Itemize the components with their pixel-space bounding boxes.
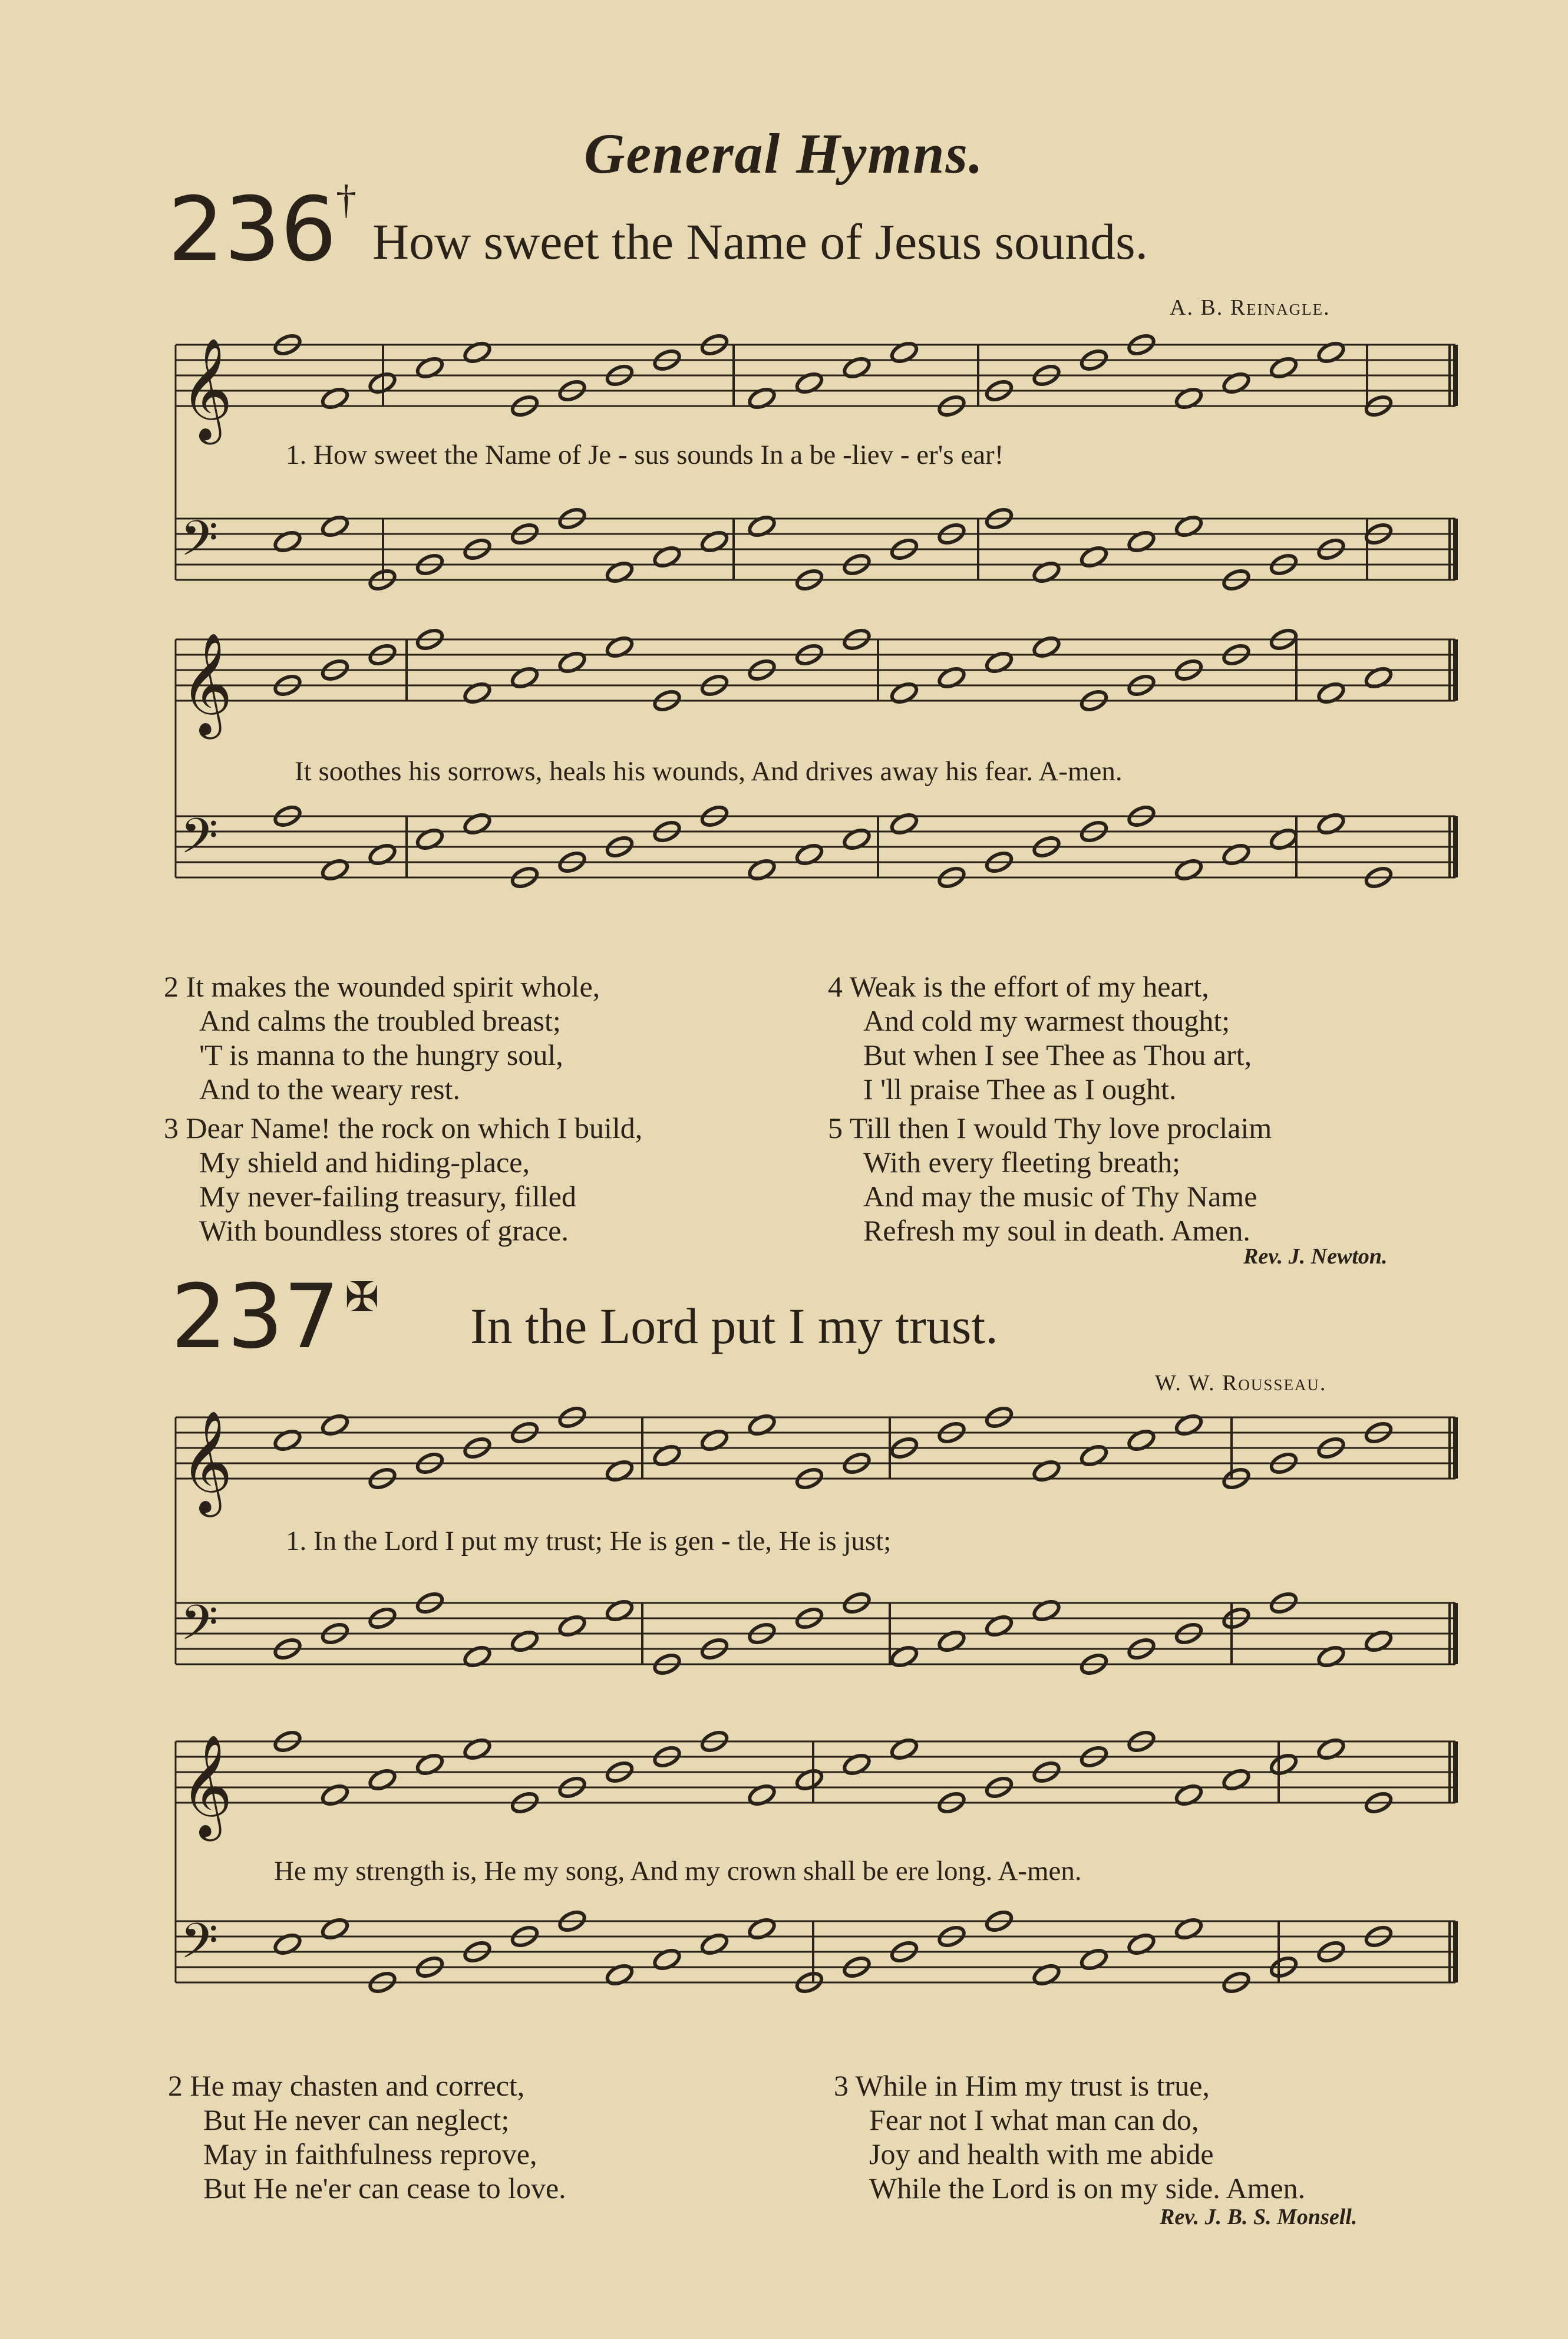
verse-line: Refresh my soul in death. Amen. <box>863 1214 1250 1247</box>
hymn-237-composer: W. W. Rousseau. <box>1155 1371 1327 1396</box>
notehead <box>605 560 635 585</box>
notehead <box>510 665 540 690</box>
verse-line: Joy and health with me abide <box>869 2137 1214 2170</box>
notehead <box>652 1443 682 1468</box>
notehead <box>320 857 350 882</box>
notehead <box>1079 1947 1109 1972</box>
notehead <box>794 371 824 395</box>
notehead <box>1174 857 1204 882</box>
svg-text:𝄞: 𝄞 <box>180 338 233 440</box>
notehead <box>1222 842 1252 867</box>
notehead <box>1269 827 1299 852</box>
notehead <box>937 1629 967 1654</box>
notehead <box>368 842 398 867</box>
notehead <box>320 1783 350 1807</box>
notehead <box>889 681 919 705</box>
verse-line: And to the weary rest. <box>199 1073 460 1106</box>
svg-text:𝄞: 𝄞 <box>180 1410 233 1513</box>
notehead <box>794 842 824 867</box>
notehead <box>415 1752 445 1777</box>
staff-236-treble-1 <box>176 332 1455 445</box>
notehead <box>510 1629 540 1654</box>
notehead <box>842 1752 872 1777</box>
notehead <box>794 1767 824 1792</box>
notehead <box>1364 665 1394 690</box>
hymn-237-number: 237 <box>171 1266 340 1368</box>
notehead <box>273 1932 303 1957</box>
verse-line: 4 Weak is the effort of my heart, <box>828 970 1209 1003</box>
hymn-236-lyric-line-2: It soothes his sorrows, heals his wounds, And drives away his fear. A-men. <box>295 756 1123 787</box>
staff-236-bass-2 <box>176 804 1455 890</box>
svg-text:𝄞: 𝄞 <box>180 632 233 735</box>
verse-line: I 'll praise Thee as I ought. <box>863 1073 1177 1106</box>
svg-text:𝄢: 𝄢 <box>180 807 219 876</box>
hymn-237-author: Rev. J. B. S. Monsell. <box>1160 2205 1358 2229</box>
notehead <box>1316 811 1346 836</box>
notehead <box>320 514 350 539</box>
notehead <box>842 827 872 852</box>
verse-line: But He ne'er can cease to love. <box>203 2172 566 2205</box>
staff-236-treble-2 <box>176 627 1455 740</box>
hymn-236-title: How sweet the Name of Jesus sounds. <box>372 213 1148 270</box>
notehead <box>1032 1459 1062 1483</box>
staff-237-bass-2 <box>176 1909 1455 1995</box>
verse-line: With boundless stores of grace. <box>199 1214 569 1247</box>
hymn-237-lyric-line-2: He my strength is, He my song, And my crown shall be ere long. A-men. <box>274 1856 1082 1886</box>
notehead <box>463 811 493 836</box>
notehead <box>1222 371 1252 395</box>
notehead <box>463 681 493 705</box>
notehead <box>1127 529 1157 554</box>
notehead <box>1079 1443 1109 1468</box>
notehead <box>1174 514 1204 539</box>
notehead <box>557 1614 587 1638</box>
verse-line: My shield and hiding-place, <box>199 1146 530 1179</box>
notehead <box>984 1614 1014 1638</box>
notehead <box>368 1767 398 1792</box>
verse-line: 2 He may chasten and correct, <box>168 2069 525 2102</box>
notehead <box>557 650 587 675</box>
staff-237-treble-1 <box>176 1405 1455 1517</box>
verse-line: And cold my warmest thought; <box>863 1004 1230 1037</box>
notehead <box>320 1413 350 1437</box>
hymn-237-title: In the Lord put I my trust. <box>470 1298 998 1354</box>
verse-line: Fear not I what man can do, <box>869 2103 1199 2136</box>
verse-line: But He never can neglect; <box>203 2103 510 2136</box>
notehead <box>1174 1916 1204 1941</box>
notehead <box>1269 1752 1299 1777</box>
notehead <box>1316 340 1346 365</box>
svg-text:𝄢: 𝄢 <box>180 1912 219 1981</box>
page-header: General Hymns. <box>584 122 984 185</box>
verse-line: 3 While in Him my trust is true, <box>834 2069 1210 2102</box>
notehead <box>415 355 445 380</box>
verse-line: While the Lord is on my side. Amen. <box>869 2172 1306 2205</box>
notehead <box>747 1916 777 1941</box>
verse-line: 2 It makes the wounded spirit whole, <box>164 970 600 1003</box>
notehead <box>320 386 350 411</box>
notehead <box>889 1737 919 1761</box>
verse-line: And calms the troubled breast; <box>199 1004 561 1037</box>
notehead <box>747 857 777 882</box>
notehead <box>1364 1629 1394 1654</box>
notehead <box>1032 635 1062 659</box>
notehead <box>463 340 493 365</box>
verse-line: And may the music of Thy Name <box>863 1180 1257 1213</box>
notehead <box>1032 1598 1062 1623</box>
notehead <box>652 1947 682 1972</box>
notehead <box>1316 1737 1346 1761</box>
hymn-236-author: Rev. J. Newton. <box>1243 1244 1388 1269</box>
notehead <box>605 1598 635 1623</box>
verse-line: My never-failing treasury, filled <box>199 1180 576 1213</box>
notehead <box>1269 355 1299 380</box>
notehead <box>1079 545 1109 569</box>
notehead <box>1032 560 1062 585</box>
notehead <box>605 1459 635 1483</box>
notehead <box>747 386 777 411</box>
notehead <box>1174 386 1204 411</box>
notehead <box>889 1644 919 1669</box>
staff-237-treble-2 <box>176 1729 1455 1842</box>
notehead <box>889 340 919 365</box>
notehead <box>842 355 872 380</box>
notehead <box>984 650 1014 675</box>
notehead <box>320 1916 350 1941</box>
notehead <box>605 635 635 659</box>
notehead <box>747 514 777 539</box>
notehead <box>273 529 303 554</box>
notehead <box>1174 1413 1204 1437</box>
notehead <box>1316 681 1346 705</box>
verse-line: 3 Dear Name! the rock on which I build, <box>164 1111 643 1144</box>
notehead <box>747 1783 777 1807</box>
svg-text:𝄞: 𝄞 <box>180 1734 233 1837</box>
verse-line: But when I see Thee as Thou art, <box>863 1038 1252 1071</box>
notehead <box>1127 1932 1157 1957</box>
verse-line: 5 Till then I would Thy love proclaim <box>828 1111 1272 1144</box>
notehead <box>1127 1428 1157 1453</box>
hymn-236-composer: A. B. Reinagle. <box>1170 295 1331 320</box>
notehead <box>605 1962 635 1987</box>
notehead <box>1174 1783 1204 1807</box>
notehead <box>1032 1962 1062 1987</box>
notehead <box>463 1737 493 1761</box>
staff-237-bass-1 <box>176 1591 1455 1677</box>
hymn-236-mark: † <box>336 177 356 223</box>
notehead <box>273 1428 303 1453</box>
notehead <box>1222 1767 1252 1792</box>
verse-line: With every fleeting breath; <box>863 1146 1181 1179</box>
notehead <box>699 529 729 554</box>
hymn-236-number: 236 <box>168 179 337 281</box>
verse-line: 'T is manna to the hungry soul, <box>199 1038 563 1071</box>
notehead <box>889 811 919 836</box>
notehead <box>699 1932 729 1957</box>
notehead <box>937 665 967 690</box>
hymn-237-lyric-line-1: 1. In the Lord I put my trust; He is gen - tle, He is just; <box>286 1526 892 1556</box>
notehead <box>747 1413 777 1437</box>
notehead <box>1316 1644 1346 1669</box>
svg-text:𝄢: 𝄢 <box>180 1594 219 1663</box>
staff-236-bass-1 <box>176 506 1455 592</box>
verse-line: May in faithfulness reprove, <box>203 2137 537 2170</box>
svg-text:𝄢: 𝄢 <box>180 510 219 579</box>
notehead <box>415 827 445 852</box>
notehead <box>699 1428 729 1453</box>
hymn-237-mark: ✠ <box>345 1275 379 1321</box>
notehead <box>652 545 682 569</box>
notehead <box>463 1644 493 1669</box>
hymn-236-lyric-line-1: 1. How sweet the Name of Je - sus sounds In a be -liev - er's ear! <box>286 440 1004 470</box>
